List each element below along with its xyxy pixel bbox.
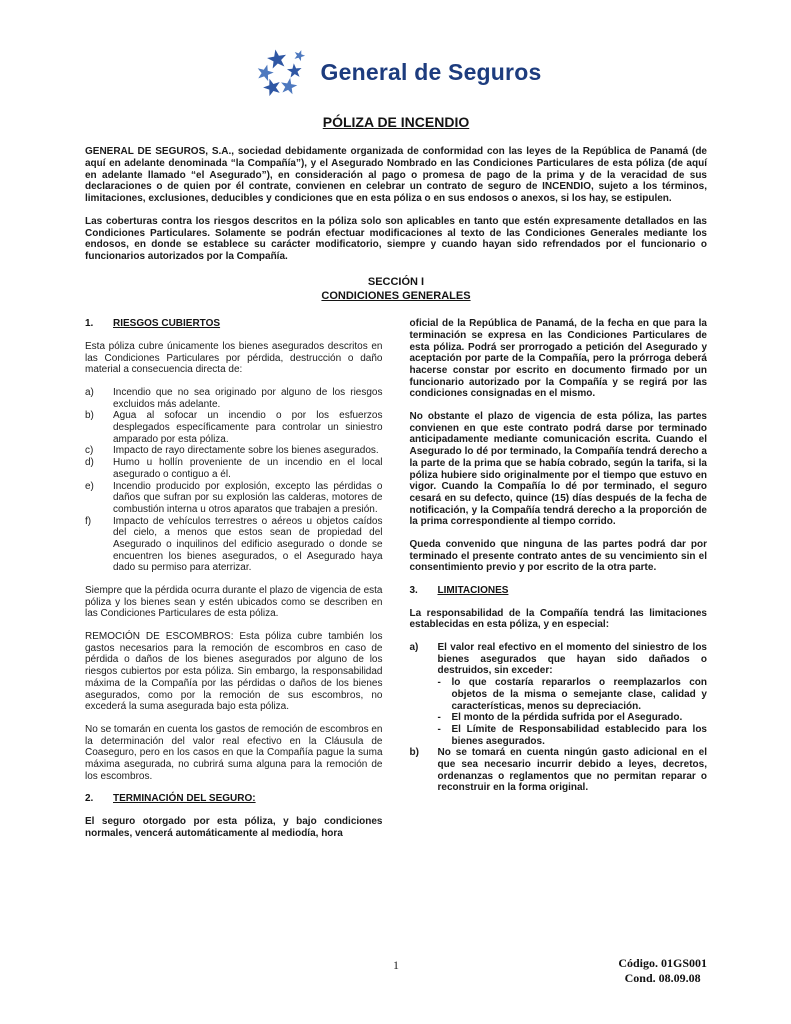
sub-list-item <box>438 712 708 724</box>
list-item-text: Agua al sofocar un incendio o por los esfuerzos desplegados específicamente para controlar un siniestro amparado por esta póliza. <box>113 410 383 445</box>
sub-list-item-text: lo que costaría repararlos o reemplazarlos con objetos de la misma o semejante clase, calidad y características, menos su depreciación. <box>451 677 707 712</box>
list-marker: c) <box>85 445 94 457</box>
heading-label: TERMINACIÓN DEL SEGURO: <box>113 793 256 805</box>
paragraph: oficial de la República de Panamá, de la fecha en que para la terminación se expresa en las Condiciones Particulares de esta póliza. Podrá ser prorrogado a petición del Asegurado y aceptación por parte de la Compañía, pero la prórroga deberá hacerse constar por escrito en documento firmado por un funcionario autorizado por la Compañía y se regirá por las condiciones consignadas en el mismo. <box>409 318 707 400</box>
list-item <box>85 387 383 410</box>
footer-page-number: 1 <box>393 958 399 972</box>
heading-terminacion-del-seguro <box>85 793 383 805</box>
list-item-text: Impacto de rayo directamente sobre los bienes asegurados. <box>113 445 379 457</box>
list-item <box>85 445 383 457</box>
footer-codes <box>618 956 707 986</box>
list-marker: b) <box>85 410 94 422</box>
heading-label: LIMITACIONES <box>437 585 509 597</box>
paragraph: El seguro otorgado por esta póliza, y bajo condiciones normales, vencerá automáticamente al mediodía, hora <box>85 816 383 839</box>
sub-list-item <box>438 724 708 747</box>
heading-number: 3. <box>409 585 418 597</box>
heading-limitaciones <box>410 585 708 597</box>
list-item-text: No se tomará en cuenta ningún gasto adicional en el que sea necesario incurrir debido a leyes, decretos, ordenanzas o reglamentos que no permitan reparar o reconstruir en la forma original. <box>437 747 707 794</box>
heading-label: RIESGOS CUBIERTOS <box>113 318 221 330</box>
stars-logo-icon <box>251 44 309 100</box>
intro-paragraph-2: Las coberturas contra los riesgos descritos en la póliza solo son aplicables en tanto que estén expresamente detallados en las Condiciones Particulares. Solamente se podrán efectuar modificaciones al texto de las Condiciones Generales mediante los endosos, en donde se establece su carácter modificatorio, siempre y cuando hayan sido refrendados por el funcionario o funcionarios autorizados por la Compañía. <box>85 215 707 262</box>
list-item-body <box>438 642 708 747</box>
paragraph: La responsabilidad de la Compañía tendrá las limitaciones establecidas en esta póliza, y en especial: <box>409 607 707 631</box>
document-title-text: PÓLIZA DE INCENDIO <box>322 114 470 130</box>
two-column-body <box>85 318 707 850</box>
list-item-text: Impacto de vehículos terrestres o aéreos u objetos caídos del cielo, a menos que estos sean de propiedad del Asegurado o inquilinos del edificio asegurado o donde se encuentren los bienes asegurados, o el Asegurado haya dado su permiso para aterrizar. <box>113 515 383 574</box>
document-title <box>85 114 707 130</box>
left-column <box>85 318 383 850</box>
sub-list-item-text: El Límite de Responsabilidad establecido para los bienes asegurados. <box>451 723 707 747</box>
footer-code: Código. 01GS001 <box>618 956 707 970</box>
paragraph: Esta póliza cubre únicamente los bienes asegurados descritos en las Condiciones Particulares por pérdida, destrucción o daño material a consecuencia directa de: <box>85 340 383 376</box>
list-marker: a) <box>409 642 419 654</box>
covered-risks-list <box>85 387 383 574</box>
sub-list-item-text: El monto de la pérdida sufrida por el Asegurado. <box>451 712 683 724</box>
heading-number: 2. <box>85 793 94 805</box>
list-item <box>85 516 383 574</box>
footer-cond: Cond. 08.09.08 <box>624 971 701 985</box>
paragraph-remocion-escombros: REMOCIÓN DE ESCOMBROS: Esta póliza cubre también los gastos necesarios para la remoción de escombros en caso de pérdida o daños de los bienes asegurados por alguno de los riesgos cubiertos por esta póliza. Sin embargo, la responsabilidad máxima de la Compañía por las pérdidas o daños de los bienes asegurados, como por la remoción de sus escombros, no excederá la suma asegurada bajo esta póliza. <box>85 631 383 713</box>
list-item-text: Incendio producido por explosión, excepto las pérdidas o daños que sufran por su explosión las calderas, motores de combustión interna u otros aparatos que trabajen a presión. <box>113 480 383 515</box>
section-number: SECCIÓN I <box>367 275 425 288</box>
paragraph: No se tomarán en cuenta los gastos de remoción de escombros en la determinación del valor real efectivo en la Cláusula de Coaseguro, pero en los casos en que la Compañía pague la suma máxima asegurada, no cubrirá suma alguna para la remoción de los escombros. <box>85 723 383 782</box>
list-item <box>85 481 383 516</box>
dash-marker: - <box>437 677 441 689</box>
list-item <box>410 747 708 794</box>
heading-riesgos-cubiertos <box>85 318 383 330</box>
limitations-list <box>410 642 708 794</box>
page-footer <box>85 956 707 986</box>
list-item-text: Incendio que no sea originado por alguno de los riesgos excluidos más adelante. <box>113 387 383 410</box>
list-marker: a) <box>85 387 94 399</box>
right-column <box>410 318 708 850</box>
list-item-text: El valor real efectivo en el momento del siniestro de los bienes asegurados que hayan sido dañados o destruidos, sin exceder: <box>437 642 707 677</box>
paragraph: No obstante el plazo de vigencia de esta póliza, las partes convienen en que este contrato podrá darse por terminado anticipadamente mediante comunicación escrita. Cuando el Asegurado lo dé por terminado, la Compañía tendrá derecho a la parte de la prima que se había cobrado, según la tarifa, si la póliza hubiere sido originalmente por el tiempo que estuvo en vigor. Cuando la Compañía lo dé por terminado, el seguro cesará en su defecto, quince (15) días después de la fecha de notificación, y la Compañía tendrá derecho a la proporción de la prima correspondiente al tiempo corrido. <box>409 411 707 528</box>
list-item <box>410 642 708 747</box>
list-item-text: Humo u hollín proveniente de un incendio en el local asegurado o contiguo a él. <box>113 457 383 480</box>
paragraph: Siempre que la pérdida ocurra durante el plazo de vigencia de esta póliza y los bienes sean y estén ubicados como se describen en las Condiciones Particulares de esta póliza. <box>85 585 383 620</box>
sub-list-item <box>438 677 708 712</box>
list-marker: f) <box>85 515 92 527</box>
dash-marker: - <box>437 723 441 735</box>
dash-marker: - <box>437 712 441 724</box>
brand-header <box>85 44 707 100</box>
list-item <box>85 457 383 480</box>
list-marker: b) <box>409 747 419 759</box>
section-heading <box>85 276 707 304</box>
heading-number: 1. <box>85 318 94 330</box>
brand-name: General de Seguros <box>320 58 542 85</box>
intro-paragraph-1: GENERAL DE SEGUROS, S.A., sociedad debidamente organizada de conformidad con las leyes de la República de Panamá (de aquí en adelante denominada “la Compañía”), y el Asegurado Nombrado en las Condiciones Particulares de esta póliza (de aquí en adelante llamado “el Asegurado”), en consideración al pago o promesa de pago de la prima y de la veracidad de sus declaraciones o de quien por él contrate, convienen en celebrar un contrato de seguro de INCENDIO, sujeto a los términos, limitaciones, exclusiones, deducibles y condiciones que en esta póliza o en sus endosos o anexos, si los hay, se estipulen. <box>85 146 707 205</box>
list-marker: e) <box>85 480 94 492</box>
list-marker: d) <box>85 457 94 469</box>
list-item <box>85 410 383 445</box>
paragraph: Queda convenido que ninguna de las partes podrá dar por terminado el presente contrato antes de su vencimiento sin el consentimiento previo y por escrito de la otra parte. <box>409 538 707 574</box>
section-title: CONDICIONES GENERALES <box>321 290 471 303</box>
